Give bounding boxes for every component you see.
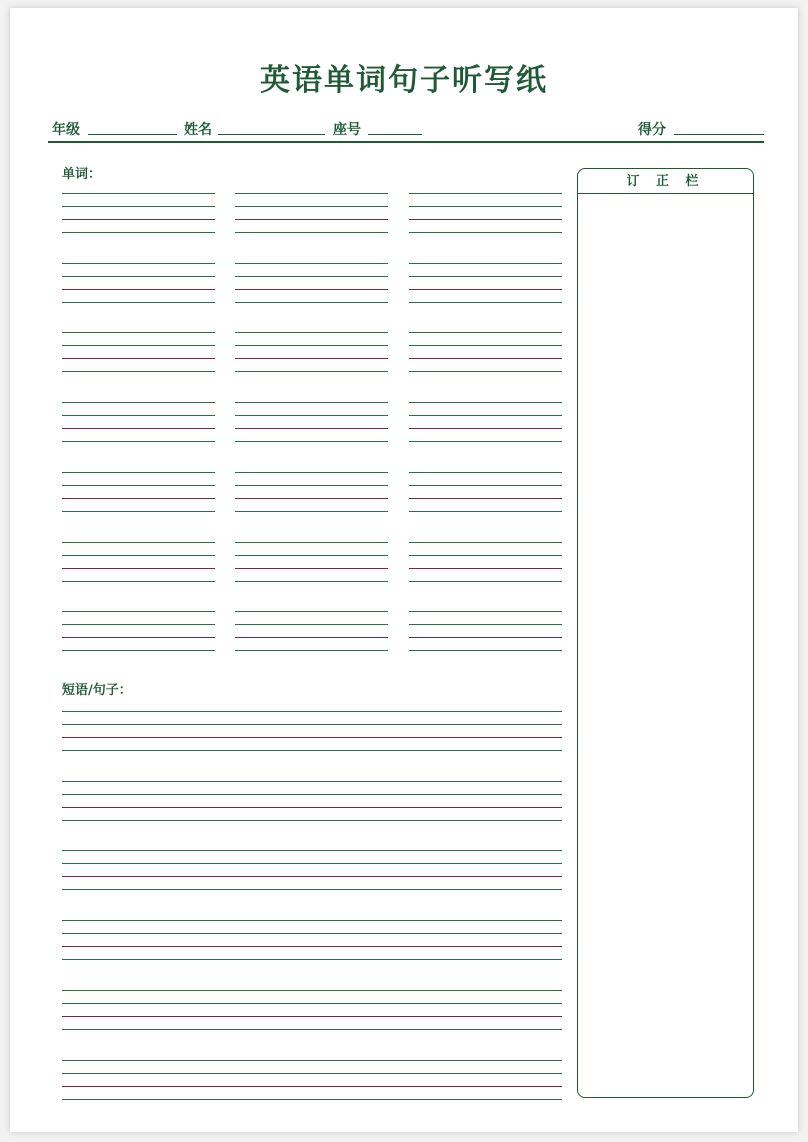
word-row7-col3-line-3	[409, 637, 562, 638]
word-row4-col1-line-3	[62, 428, 215, 429]
correction-box[interactable]	[577, 168, 754, 1098]
sentence-row1-line-1	[62, 711, 562, 712]
word-row7-col2-line-2	[235, 624, 388, 625]
page-title: 英语单词句子听写纸	[260, 63, 548, 98]
word-row3-col2-line-3	[235, 358, 388, 359]
word-row7-col3-line-2	[409, 624, 562, 625]
word-row5-col3-line-3	[409, 498, 562, 499]
word-row4-col1-line-4	[62, 441, 215, 442]
sentence-row6-line-1	[62, 1060, 562, 1061]
word-row3-col2-line-2	[235, 345, 388, 346]
word-row5-col1-line-1	[62, 472, 215, 473]
word-row6-col1-line-3	[62, 568, 215, 569]
word-row4-col2-line-2	[235, 415, 388, 416]
score-field[interactable]	[674, 134, 764, 135]
word-row7-col1-line-1	[62, 611, 215, 612]
word-row2-col3-line-3	[409, 289, 562, 290]
word-row3-col2-line-1	[235, 332, 388, 333]
sentence-row1-line-4	[62, 750, 562, 751]
seat-field[interactable]	[368, 134, 422, 135]
sentence-row4-line-3	[62, 946, 562, 947]
word-row1-col2-line-1	[235, 193, 388, 194]
sentence-row5-line-3	[62, 1016, 562, 1017]
score-label: 得分	[638, 122, 666, 138]
word-row2-col2-line-2	[235, 276, 388, 277]
word-row4-col3-line-1	[409, 402, 562, 403]
words-section-label: 单词：	[62, 167, 102, 182]
word-row5-col1-line-2	[62, 485, 215, 486]
word-row6-col3-line-3	[409, 568, 562, 569]
word-row4-col2-line-4	[235, 441, 388, 442]
word-row2-col1-line-2	[62, 276, 215, 277]
sentence-row4-line-4	[62, 959, 562, 960]
word-row4-col1-line-2	[62, 415, 215, 416]
word-row1-col1-line-3	[62, 219, 215, 220]
word-row1-col3-line-4	[409, 232, 562, 233]
sentence-row2-line-4	[62, 820, 562, 821]
word-row5-col3-line-1	[409, 472, 562, 473]
sentence-row3-line-3	[62, 876, 562, 877]
correction-box-title: 订 正 栏	[578, 169, 753, 194]
sentence-row1-line-3	[62, 737, 562, 738]
word-row6-col3-line-4	[409, 581, 562, 582]
word-row2-col1-line-1	[62, 263, 215, 264]
word-row2-col2-line-3	[235, 289, 388, 290]
word-row3-col1-line-3	[62, 358, 215, 359]
word-row5-col2-line-3	[235, 498, 388, 499]
word-row5-col2-line-4	[235, 511, 388, 512]
word-row1-col3-line-3	[409, 219, 562, 220]
word-row3-col2-line-4	[235, 371, 388, 372]
word-row4-col3-line-4	[409, 441, 562, 442]
sentence-row5-line-4	[62, 1029, 562, 1030]
word-row5-col2-line-2	[235, 485, 388, 486]
sentence-row1-line-2	[62, 724, 562, 725]
word-row2-col1-line-4	[62, 302, 215, 303]
grade-label: 年级	[52, 122, 80, 138]
sentence-row2-line-1	[62, 781, 562, 782]
header-divider	[48, 141, 764, 143]
word-row6-col2-line-1	[235, 542, 388, 543]
word-row7-col1-line-4	[62, 650, 215, 651]
word-row3-col1-line-1	[62, 332, 215, 333]
word-row7-col2-line-3	[235, 637, 388, 638]
word-row2-col2-line-1	[235, 263, 388, 264]
word-row1-col1-line-2	[62, 206, 215, 207]
word-row5-col3-line-2	[409, 485, 562, 486]
word-row4-col2-line-3	[235, 428, 388, 429]
word-row4-col3-line-2	[409, 415, 562, 416]
word-row2-col3-line-1	[409, 263, 562, 264]
word-row7-col1-line-2	[62, 624, 215, 625]
word-row3-col1-line-2	[62, 345, 215, 346]
word-row6-col1-line-4	[62, 581, 215, 582]
word-row3-col1-line-4	[62, 371, 215, 372]
phrases-section-label: 短语/句子：	[62, 683, 132, 698]
word-row2-col2-line-4	[235, 302, 388, 303]
word-row1-col2-line-4	[235, 232, 388, 233]
sentence-row6-line-4	[62, 1099, 562, 1100]
word-row7-col3-line-4	[409, 650, 562, 651]
word-row2-col3-line-4	[409, 302, 562, 303]
word-row1-col3-line-2	[409, 206, 562, 207]
word-row7-col2-line-1	[235, 611, 388, 612]
word-row5-col2-line-1	[235, 472, 388, 473]
sentence-row4-line-1	[62, 920, 562, 921]
word-row7-col3-line-1	[409, 611, 562, 612]
sentence-row5-line-2	[62, 1003, 562, 1004]
word-row3-col3-line-1	[409, 332, 562, 333]
word-row6-col2-line-3	[235, 568, 388, 569]
word-row2-col1-line-3	[62, 289, 215, 290]
word-row5-col1-line-4	[62, 511, 215, 512]
word-row3-col3-line-2	[409, 345, 562, 346]
word-row5-col3-line-4	[409, 511, 562, 512]
word-row4-col2-line-1	[235, 402, 388, 403]
sentence-row3-line-4	[62, 889, 562, 890]
word-row6-col3-line-1	[409, 542, 562, 543]
word-row5-col1-line-3	[62, 498, 215, 499]
word-row4-col3-line-3	[409, 428, 562, 429]
word-row1-col2-line-2	[235, 206, 388, 207]
word-row2-col3-line-2	[409, 276, 562, 277]
word-row6-col1-line-1	[62, 542, 215, 543]
word-row1-col2-line-3	[235, 219, 388, 220]
word-row6-col2-line-4	[235, 581, 388, 582]
word-row6-col3-line-2	[409, 555, 562, 556]
sentence-row2-line-3	[62, 807, 562, 808]
word-row6-col1-line-2	[62, 555, 215, 556]
word-row4-col1-line-1	[62, 402, 215, 403]
seat-label: 座号	[333, 122, 361, 138]
word-row1-col3-line-1	[409, 193, 562, 194]
sentence-row3-line-1	[62, 850, 562, 851]
word-row1-col1-line-4	[62, 232, 215, 233]
sentence-row5-line-1	[62, 990, 562, 991]
word-row6-col2-line-2	[235, 555, 388, 556]
word-row7-col2-line-4	[235, 650, 388, 651]
word-row3-col3-line-3	[409, 358, 562, 359]
sentence-row6-line-3	[62, 1086, 562, 1087]
word-row7-col1-line-3	[62, 637, 215, 638]
sentence-row3-line-2	[62, 863, 562, 864]
word-row1-col1-line-1	[62, 193, 215, 194]
name-field[interactable]	[218, 134, 325, 135]
grade-field[interactable]	[88, 134, 177, 135]
word-row3-col3-line-4	[409, 371, 562, 372]
name-label: 姓名	[184, 122, 212, 138]
sentence-row4-line-2	[62, 933, 562, 934]
sentence-row2-line-2	[62, 794, 562, 795]
sentence-row6-line-2	[62, 1073, 562, 1074]
